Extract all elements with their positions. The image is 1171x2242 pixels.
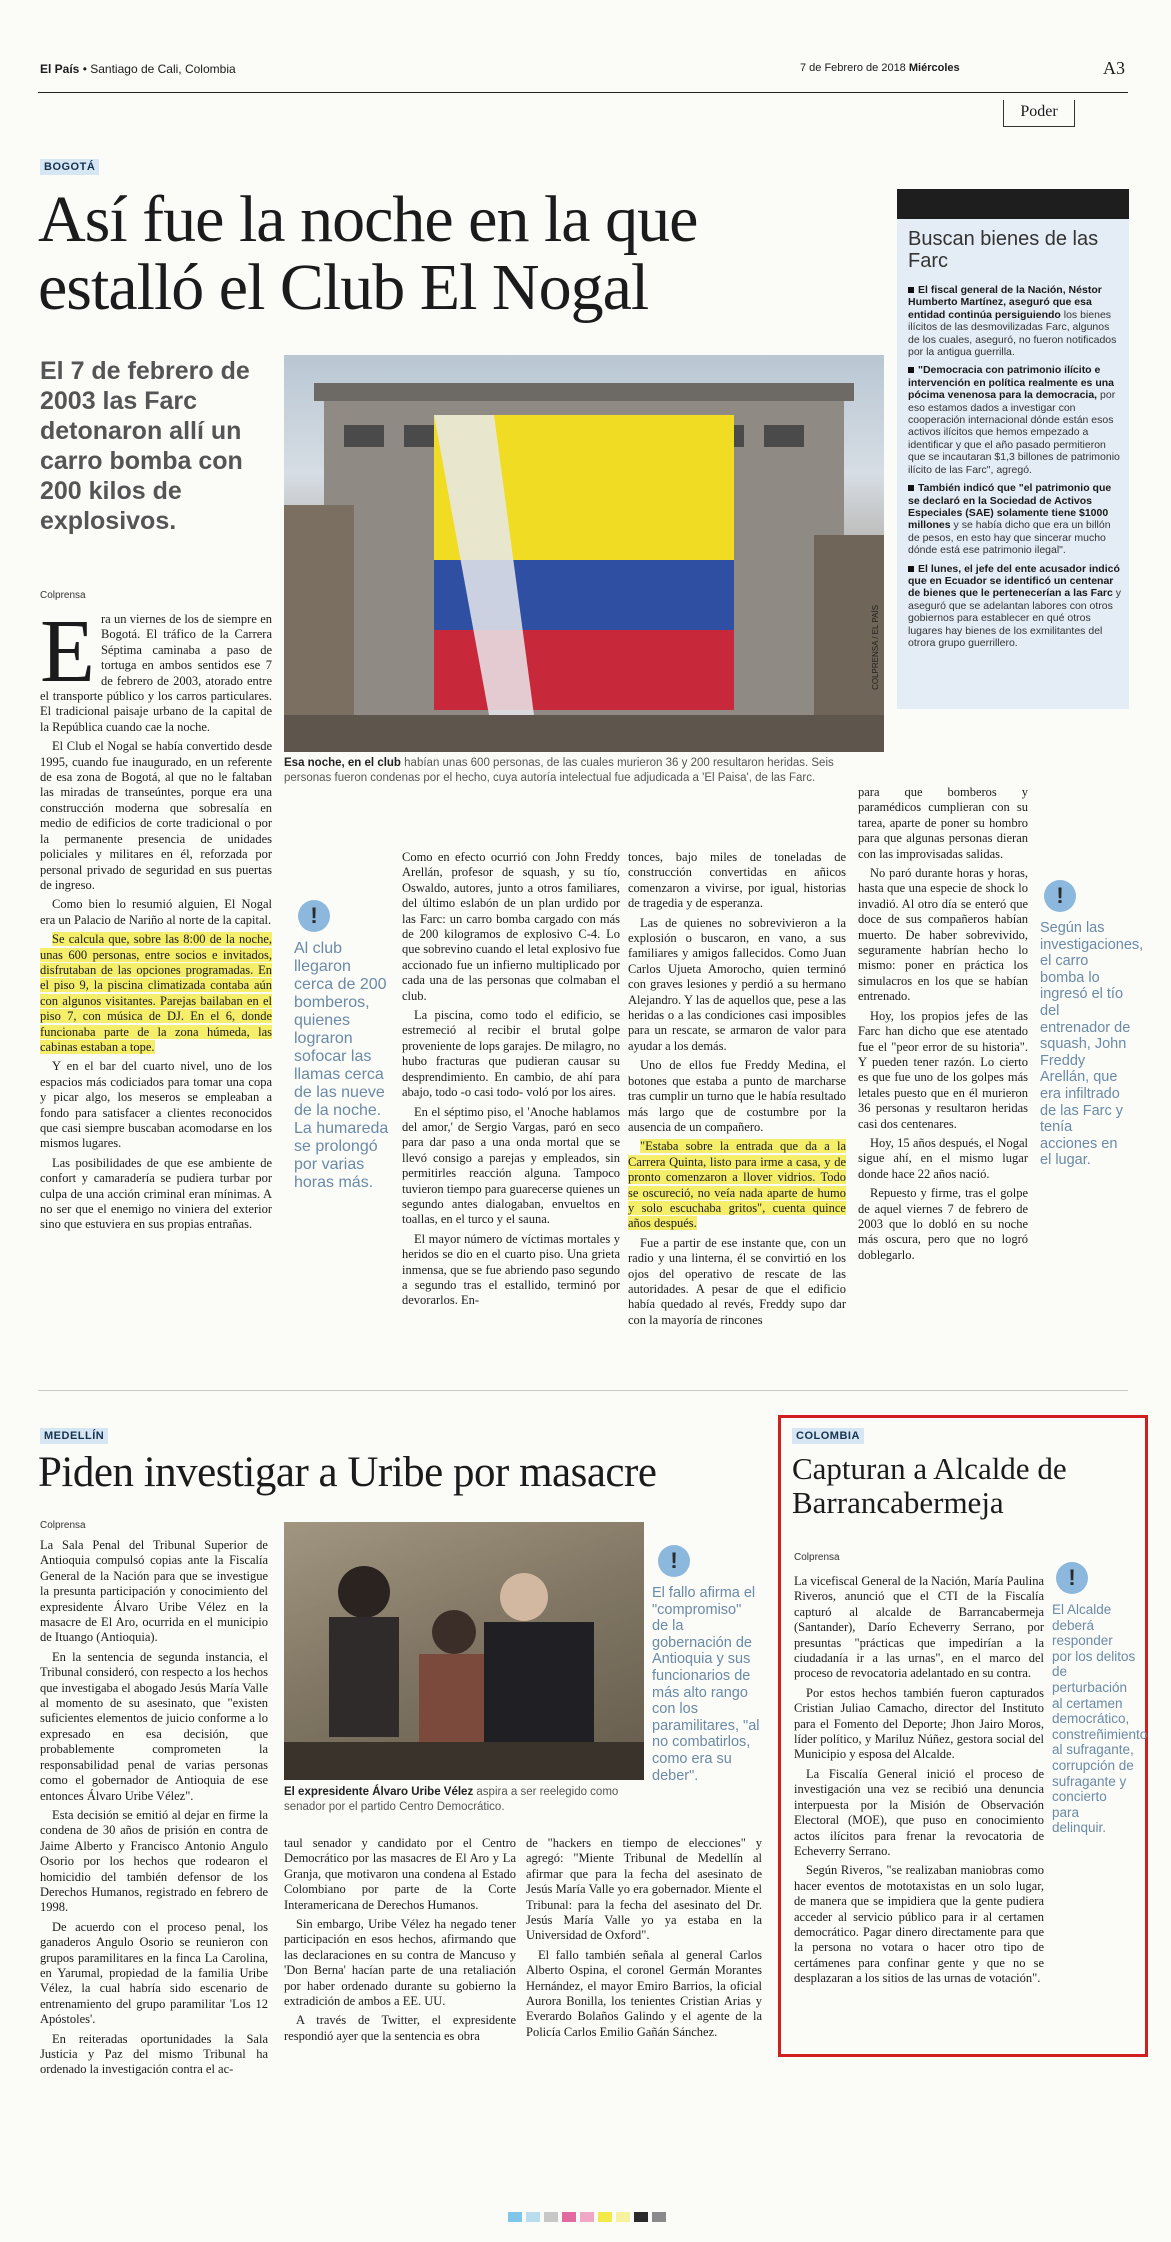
- paragraph: Hoy, 15 años después, el Nogal sigue ahí, en el mismo lugar donde hace 22 años nació.: [858, 1135, 1028, 1181]
- color-swatch: [634, 2212, 648, 2222]
- paragraph: Como en efecto ocurrió con John Freddy Arellán, profesor de squash, y su tío, Oswaldo, autores, junto a otros familiares, del último eslabón de un plan urdido por las Farc: un carro bomba cargado con más de 200 kilogramos de explosivo C-4. Lo que sobrevino cuando el letal explosivo fue accionado fue un infierno multiplicado por cada una de las personas que colmaban el club.: [402, 850, 620, 1003]
- main-tag-label: BOGOTÁ: [40, 159, 99, 175]
- color-swatch: [544, 2212, 558, 2222]
- main-caption-bold: Esa noche, en el club: [284, 757, 401, 769]
- masthead: [40, 62, 236, 76]
- color-swatch: [616, 2212, 630, 2222]
- paragraph: Esta decisión se emitió al dejar en firme la condena de 30 años de prisión en contra de Jaime Alberto y Francisco Antonio Angulo Osorio por los hechos que rodearon el homicidio del también defensor de los Derechos Humanos, registrado en febrero de 1998.: [40, 1807, 268, 1915]
- color-swatch: [526, 2212, 540, 2222]
- paragraph: En la sentencia de segunda instancia, el Tribunal consideró, con respecto a los hechos que investigaba el abogado Jesús María Valle al momento de su asesinato, que "existen suficientes elementos de juicio conforme a lo expresado en esa decisión, que probablemente comprometen la responsabilidad penal de varias personas como el gobernador de Antioquia de ese entonces Álvaro Uribe Vélez".: [40, 1649, 268, 1803]
- paragraph: Como bien lo resumió alguien, El Nogal era un Palacio de Nariño al norte de la capital.: [40, 897, 272, 927]
- sidebar-item-text: los bienes ilícitos de las desmovilizadas Farc, algunos de los cuales, aseguró, no fueron notificados por la antigua guerrilla.: [908, 308, 1117, 359]
- color-swatch: [652, 2212, 666, 2222]
- sidebar-list: [908, 284, 1122, 649]
- paragraph: Uno de ellos fue Freddy Medina, el botones que estaba a punto de marcharse tras cumplir un turno que le había resultado más largo que de costumbre por la ausencia de un compañero.: [628, 1058, 846, 1134]
- header-rule: [38, 92, 1128, 93]
- color-swatch: [580, 2212, 594, 2222]
- main-caption: [284, 756, 884, 786]
- paragraph: Hoy, los propios jefes de las Farc han dicho que ese atentado fue el "peor error de su historia". Y pueden tener razón. Lo cierto es que fue uno de los golpes más letales puesto que en él murieron 36 personas y resultaron heridas casi dos centenares.: [858, 1008, 1028, 1131]
- uribe-caption: [284, 1785, 644, 1815]
- paragraph: El Club el Nogal se había convertido desde 1995, cuando fue inaugurado, en un referente de esa zona de Bogotá, al que no le faltaban las miradas de transeúntes, porque era una construcción moderna que sobresalía en medio de edificios de corte tradicional o por la permanente presencia de unidades policiales y militares en él, reforzada por personal privado de seguridad en sus puertas de ingreso.: [40, 739, 272, 892]
- alcalde-col-1: [794, 1574, 1044, 1991]
- section-box: [1003, 100, 1075, 127]
- pull-quote-2-text: Según las investigaciones, el carro bomba lo ingresó el tío del entrenador de squash, John Freddy Arellán, que era infiltrado de las Farc y tenía acciones en el lugar.: [1040, 920, 1144, 1169]
- weekday: Miércoles: [908, 62, 960, 74]
- main-byline: Colprensa: [40, 590, 86, 601]
- pull-quote-1-text: Al club llegaron cerca de 200 bomberos, quienes lograron sofocar las llamas cerca de las nueve de la noche. La humareda se prolongó por varias horas más.: [294, 940, 389, 1191]
- uribe-photo: [284, 1522, 644, 1780]
- paragraph: Fue a partir de ese instante que, con un radio y una linterna, él se convirtió en los ojos del operativo de rescate de las autoridades. A pesar de que el edificio había quedado al revés, Freddy supo dar con la mayoría de rincones: [628, 1235, 846, 1327]
- people-illustration: [284, 1522, 644, 1780]
- paragraph: De acuerdo con el proceso penal, los ganaderos Angulo Osorio se reunieron con grupos paramilitares en la finca La Carolina, en Yarumal, propiedad de la familia Uribe Vélez, la cual habría sido escenario de entrenamiento del grupo paramilitar 'Los 12 Apóstoles'.: [40, 1919, 268, 2027]
- main-col-1: [40, 602, 272, 1237]
- sidebar-item-text: y se había dicho que era un billón de pesos, en esto hay que sincerar mucho dónde está ese patrimonio ilegal".: [908, 519, 1111, 557]
- uribe-title: Piden investigar a Uribe por masacre: [38, 1449, 657, 1496]
- paragraph: Por estos hechos también fueron capturados Cristian Juliao Camacho, director del Instituto para el Fomento del Deporte; Jhon Jairo Moros, líder político, y Mariluz Núñez, gestora social del Municipio y esposa del Alcalde.: [794, 1685, 1044, 1762]
- paragraph: El mayor número de víctimas mortales y heridos se dio en el cuarto piso. Una grieta inmensa, que se fue abriendo paso segundo a segundo tras el estallido, terminó por devorarlos. En-: [402, 1231, 620, 1308]
- pull-quote-2: [1040, 880, 1144, 1169]
- location: • Santiago de Cali, Colombia: [82, 62, 236, 76]
- drop-cap: E: [40, 602, 95, 701]
- color-swatch: [562, 2212, 576, 2222]
- paragraph: Las de quienes no sobrevivieron a la explosión o buscaron, en vano, a sus familiares y amigos fallecidos. Como Juan Carlos Ujueta Amorocho, quien terminó con graves lesiones y perdió a su hermano Alejandro. Y las de aquellos que, pese a las heridas o a las condiciones casi imposibles para un rescate, se armaron de valor para ayudar a los demás.: [628, 915, 846, 1053]
- building-illustration: [284, 355, 884, 752]
- sidebar-top-bar: [897, 189, 1129, 219]
- sidebar-item-bold: También indicó que "el patrimonio que se declaró en la Sociedad de Activos Especiales (SAE) solamente tiene $1000 millones: [908, 482, 1112, 532]
- main-tag: [40, 157, 99, 175]
- main-title-line1: Así fue la noche en la que: [38, 183, 698, 256]
- main-photo: [284, 355, 884, 752]
- sidebar-item-text: por eso estamos dados a investigar con cooperación internacional dónde están esos activos ilícitos que hemos empezado a identificar y que el año pasado permitieron que se incautaran $1,3 billones de patrimonio ilícito de las Farc", agregó.: [908, 389, 1120, 476]
- paragraph: Y en el bar del cuarto nivel, uno de los espacios más codiciados para tomar una copa y picar algo, los meseros se empleaban a fondo para satisfacer a clientes reconocidos que casi siempre buscaban acomodarse en los mismos lugares.: [40, 1059, 272, 1151]
- alcalde-pull-quote-text: El Alcalde deberá responder por los delitos de perturbación al certamen democrático, constreñimiento al sufragante, corrupción de sufragante y concierto para delinquir.: [1052, 1602, 1148, 1836]
- page-number: A3: [1103, 58, 1125, 78]
- exclamation-icon: !: [1044, 880, 1076, 912]
- paragraph: de "hackers en tiempo de elecciones" y agregó: "Miente Tribunal de Medellín al afirmar que para la fecha del asesinato de Jesús María Valle yo era gobernador. Miente el Tribunal: para la fecha del asesinato del Dr. Jesús María Valle yo ya estaba en la Universidad de Oxford".: [526, 1836, 762, 1943]
- main-caption-text: habían unas 600 personas, de las cuales murieron 36 y 200 resultaron heridas. Seis personas fueron condenas por el hecho, cuya autoría intelectual fue adjudicada a 'El Paisa', de las Farc.: [284, 757, 834, 784]
- uribe-tag: [40, 1426, 108, 1444]
- sidebar-item: [908, 563, 1122, 650]
- sidebar-item: [908, 482, 1122, 556]
- sidebar-item-bold: "Democracia con patrimonio ilícito e intervención en política realmente es una pócima venenosa para la democracia,: [908, 364, 1114, 402]
- main-title: [38, 183, 888, 324]
- paragraph: No paró durante horas y horas, hasta que una especie de shock lo invadió. Al otro día se enteró que doce de sus compañeros habían muerto. De haber sobrevivido, seguramente habrían hecho lo mismo: poner en práctica los simulacros en los que se habían entrenado.: [858, 866, 1028, 1004]
- main-col-4: [858, 785, 1028, 1267]
- alcalde-tag-label: COLOMBIA: [792, 1428, 864, 1444]
- section-label: Poder: [1020, 103, 1058, 120]
- alcalde-byline: Colprensa: [794, 1552, 840, 1563]
- color-swatch: [508, 2212, 522, 2222]
- pull-quote-1: [294, 900, 390, 1192]
- photo-credit: COLPRENSA / EL PAÍS: [871, 605, 880, 690]
- exclamation-icon: !: [658, 1545, 690, 1577]
- paragraph: En reiteradas oportunidades la Sala Justicia y Paz del mismo Tribunal ha ordenado la investigación contra el ac-: [40, 2031, 268, 2077]
- paragraph: En el séptimo piso, el 'Anoche hablamos del amor,' de Sergio Vargas, paró en seco para dar paso a una onda mortal que se llevó consigo a parejas y empleados, sin permitirles reacción alguna. Tampoco tuvieron tiempo para guarecerse quienes un segundo antes dialogaban, envueltos en toallas, en el turco y el sauna.: [402, 1104, 620, 1227]
- sidebar-item-bold: El lunes, el jefe del ente acusador indicó que en Ecuador se identificó un centenar de bienes que le pertenecerían a las Farc: [908, 562, 1120, 600]
- exclamation-icon: !: [1056, 1562, 1088, 1594]
- uribe-byline: Colprensa: [40, 1520, 86, 1531]
- sidebar-item-text: y aseguró que se adelantan labores con otros gobiernos para establecer en qué otros lugares hay bienes de los exmilitantes del otrora grupo guerrillero.: [908, 587, 1122, 649]
- uribe-caption-text: aspira a ser reelegido como senador por el partido Centro Democrático.: [284, 1786, 619, 1813]
- highlighted-quote: "Estaba sobre la entrada que da a la Carrera Quinta, listo para irme a casa, y de pronto comenzaron a llover vidrios. Todo se oscureció, no veía nada aparte de humo y solo escuchaba gritos", cuenta quince años después.: [628, 1139, 846, 1231]
- alcalde-tag: [792, 1426, 864, 1444]
- sidebar-heading: Buscan bienes de las Farc: [908, 228, 1099, 272]
- uribe-tag-label: MEDELLÍN: [40, 1428, 108, 1444]
- paragraph: ra un viernes de los de siempre en Bogotá. El tráfico de la Carrera Séptima caminaba a paso de tortuga en ambos sentidos ese 7 de febrero de 2003, atorado entre el transporte público y los carros particulares. El tradicional paisaje urbano de la capital de la República cuando cae la noche.: [40, 612, 272, 734]
- section-divider: [38, 1390, 1128, 1391]
- paragraph: La vicefiscal General de la Nación, María Paulina Riveros, anunció que el CTI de la Fiscalía capturó al alcalde de Barrancabermeja (Santander), Darío Echeverry Serrano, por presuntas "prácticas que impedirían a la ciudadanía ir a las urnas", en el marco del proceso de revocatoria adelantado en su contra.: [794, 1574, 1044, 1681]
- uribe-col-2: [284, 1836, 516, 2048]
- paragraph: tonces, bajo miles de toneladas de construcción convertidas en añicos comenzaron a vivirse, por igual, historias de tragedia y de esperanza.: [628, 850, 846, 911]
- paragraph: Repuesto y firme, tras el golpe de aquel viernes 7 de febrero de 2003 que lo dobló en su noche más oscura, pero que no logró doblegarlo.: [858, 1186, 1028, 1262]
- paragraph: La Sala Penal del Tribunal Superior de Antioquia compulsó copias ante la Fiscalía General de la Nación para que se investigue la presunta participación y conocimiento del expresidente Álvaro Uribe Vélez en la masacre de El Aro, ocurrida en el municipio de Ituango (Antioquia).: [40, 1538, 268, 1645]
- sidebar-item: [908, 364, 1122, 476]
- sidebar-item: [908, 284, 1122, 358]
- paragraph: Sin embargo, Uribe Vélez ha negado tener participación en esos hechos, afirmando que las declaraciones en su contra de Mancuso y 'Don Berna' hacían parte de una retaliación por haber ordenado durante su gobierno la extradición de ambos a EE. UU.: [284, 1917, 516, 2009]
- uribe-pull-quote-text: El fallo afirma el "compromiso" de la gobernación de Antioquia y sus funcionarios de más alto rango con los paramilitares, "al no combatirlos, como era su deber".: [652, 1585, 760, 1784]
- sidebar-item-bold: El fiscal general de la Nación, Néstor Humberto Martínez, aseguró que esa entidad continúa persiguiendo: [908, 284, 1102, 321]
- highlighted-paragraph: Se calcula que, sobre las 8:00 de la noche, unas 600 personas, entre socios e invitados, disfrutaban de las opciones programadas. En el piso 9, la piscina climatizada contaba aún con algunos visitantes. Parejas bailaban en el piso 7, con música de DJ. En el 6, donde funcionaba parte de la zona húmeda, las cabinas estaban a tope.: [40, 932, 272, 1054]
- paragraph: para que bomberos y paramédicos cumplieran con su tarea, aparte de poner su hombro para que algunas personas dieran con las improvisadas salidas.: [858, 785, 1028, 861]
- date: 7 de Febrero de 2018: [800, 62, 909, 74]
- paragraph: La piscina, como todo el edificio, se estremeció al recibir el brutal golpe proveniente de lops garajes. De milagro, no hubo fracturas que pudieran causar su desprendimiento. En cambio, de ahí para abajo, todo -o casi todo- voló por los aires.: [402, 1008, 620, 1100]
- paragraph: Según Riveros, "se realizaban maniobras como hacer eventos de mototaxistas en un solo lugar, de manera que se impidiera que la gente pudiera acceder al servicio público para ir al certamen democrático. Pagar dinero directamente para que la persona no votara o hacer otro tipo de certámenes para confinar gente y que no se desplazaran a los sitios de las urnas de votación".: [794, 1863, 1044, 1986]
- paragraph: Las posibilidades de que ese ambiente de confort y camaradería se pudiera turbar por culpa de una acción criminal eran mínimas. A no ser que el enemigo no viniera del exterior sino que estuviera en sus propias entrañas.: [40, 1155, 272, 1232]
- paragraph: taul senador y candidato por el Centro Democrático por las masacres de El Aro y La Granja, que motivaron una condena al Estado Colombiano por parte de la Corte Interamericana de Derechos Humanos.: [284, 1836, 516, 1912]
- main-col-3: [628, 850, 846, 1332]
- alcalde-title: Capturan a Alcalde de Barrancabermeja: [792, 1451, 1067, 1520]
- uribe-pull-quote: [652, 1545, 760, 1784]
- uribe-col-3: [526, 1836, 762, 2044]
- uribe-col-1: [40, 1538, 268, 2082]
- paper-name: El País: [40, 62, 80, 76]
- paragraph: El fallo también señala al general Carlos Alberto Ospina, el coronel Germán Morantes Hernández, el mayor Emiro Barrios, la oficial Aurora Bonilla, los tenientes Cristian Arias y Everardo Bolaños Galindo y el agente de la Policía Carlos Emilio Gañán Sánchez.: [526, 1947, 762, 2039]
- color-swatch: [598, 2212, 612, 2222]
- main-title-line2: estalló el Club El Nogal: [38, 251, 649, 324]
- main-subtitle: El 7 de febrero de 2003 las Farc detonaron allí un carro bomba con 200 kilos de explosivos.: [40, 357, 250, 535]
- paragraph: La Fiscalía General inició el proceso de investigación una vez se recibió una denuncia interpuesta por la Misión de Observación Electoral (MOE), que puso en conocimiento actos ilícitos para frenar la revocatoria de Echeverry Serrano.: [794, 1766, 1044, 1858]
- main-col-2: [402, 850, 620, 1313]
- paragraph: A través de Twitter, el expresidente respondió ayer que la sentencia es obra: [284, 2013, 516, 2043]
- date-line: [800, 62, 960, 74]
- exclamation-icon: !: [298, 900, 330, 932]
- alcalde-pull-quote: [1052, 1562, 1148, 1836]
- uribe-caption-bold: El expresidente Álvaro Uribe Vélez: [284, 1786, 474, 1798]
